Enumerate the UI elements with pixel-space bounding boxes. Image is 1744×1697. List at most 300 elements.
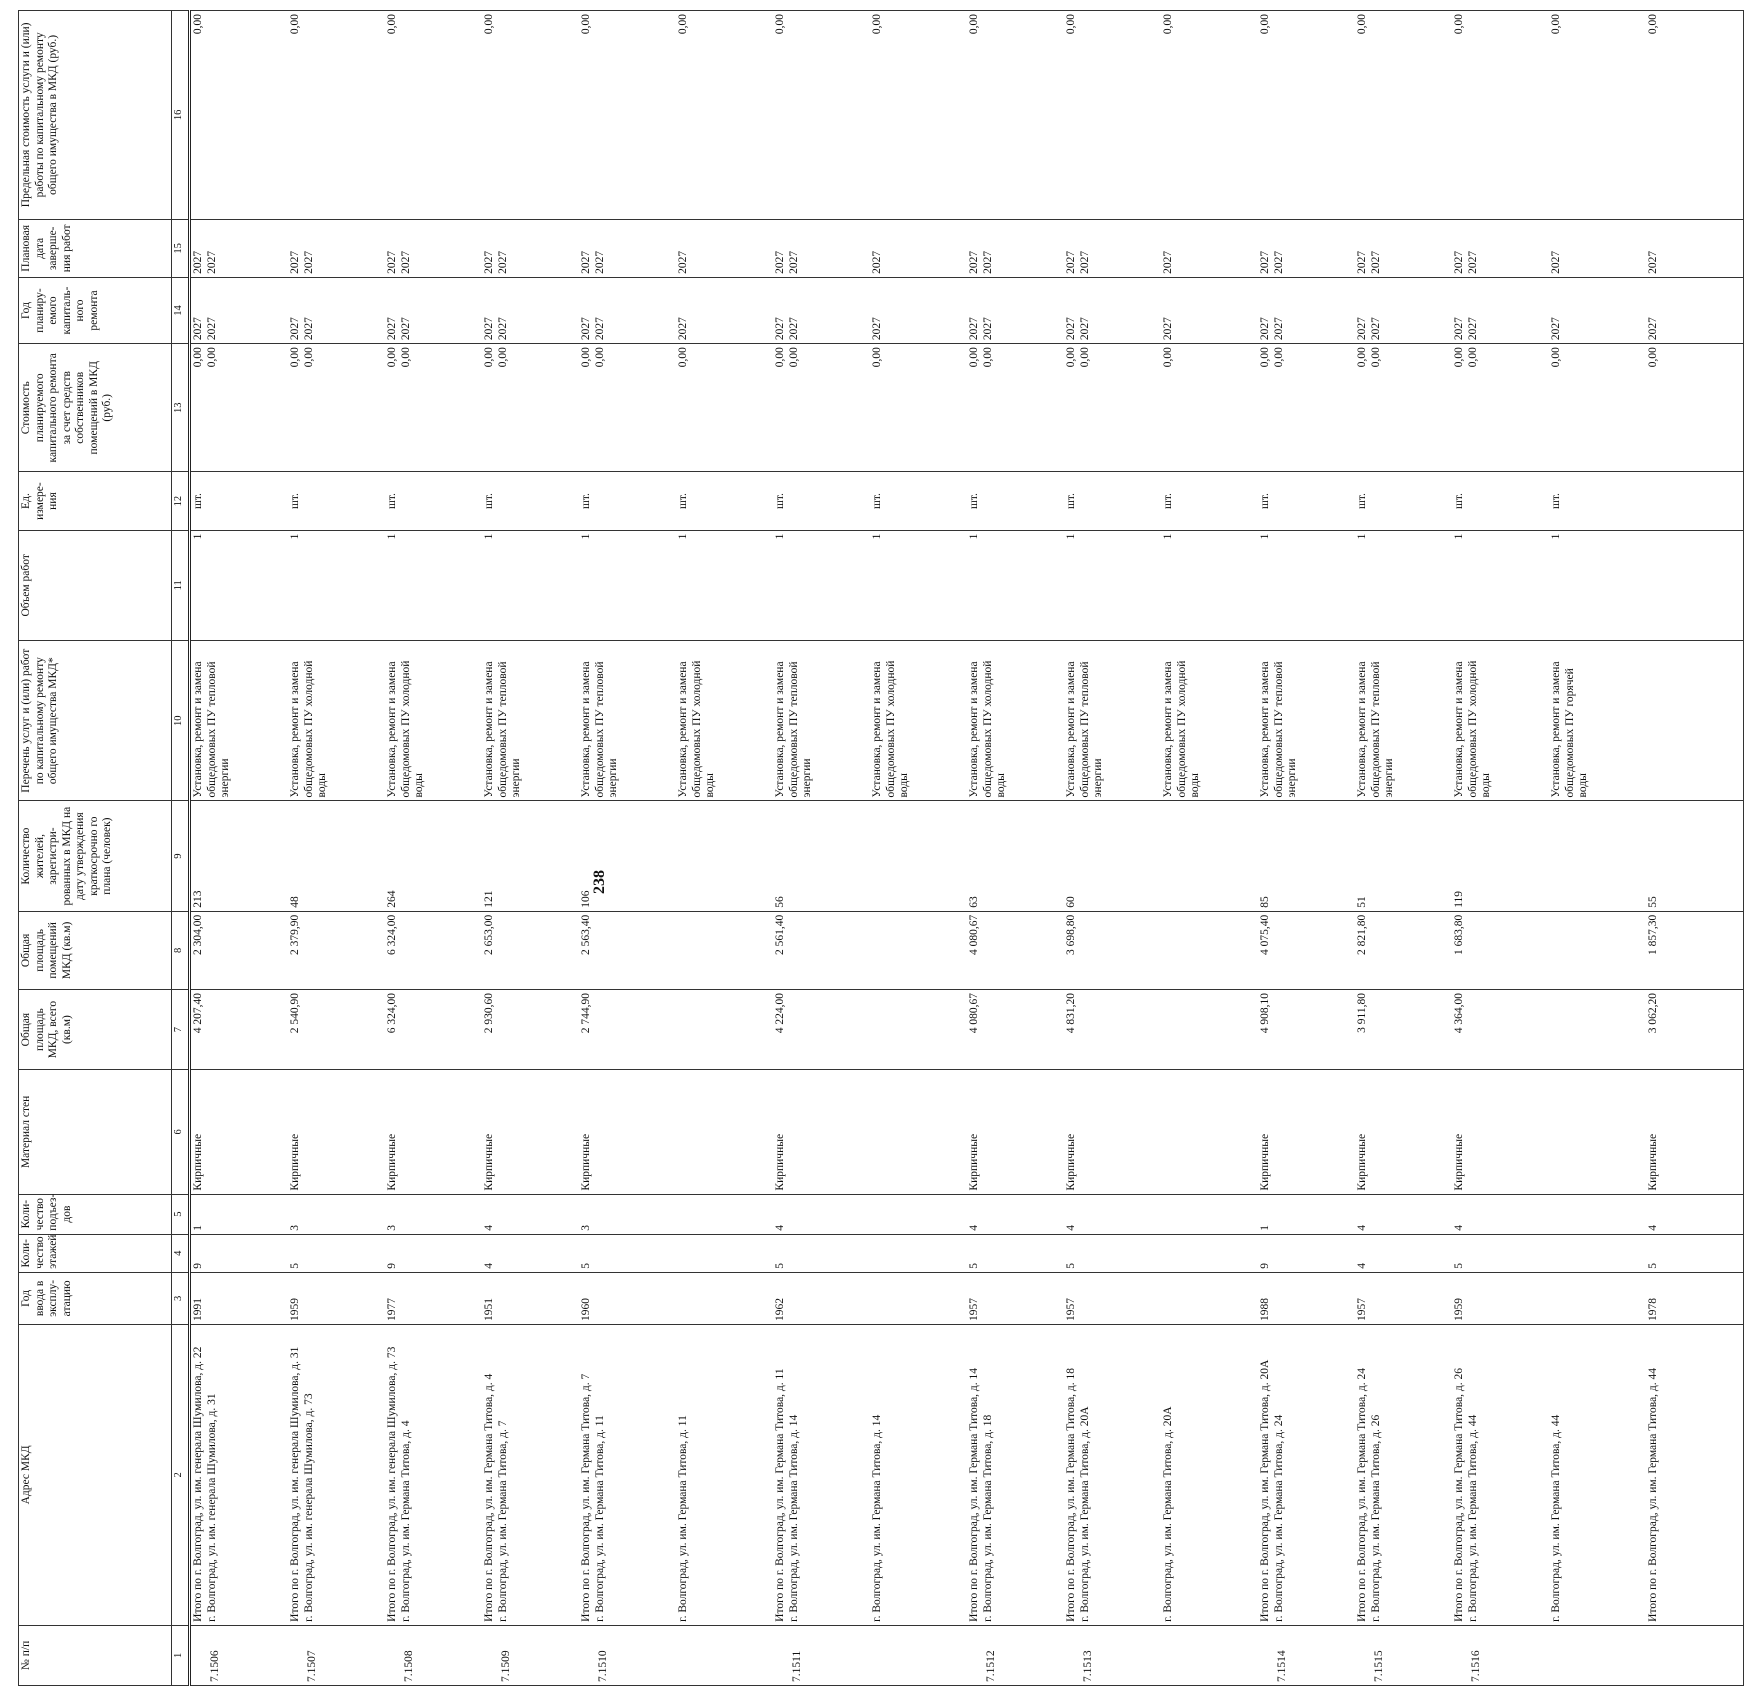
row-number: 7.1514 (1258, 1625, 1355, 1685)
area-total (1161, 989, 1258, 1069)
volume-cell (579, 530, 676, 640)
address-line: г. Волгоград, ул. им. Германа Титова, д. 14 (871, 1414, 883, 1622)
work-volume: 1 (677, 533, 689, 540)
floors-count: 5 (579, 1234, 676, 1272)
volume-cell (676, 530, 773, 640)
wall-material: Кирпичные (385, 1070, 482, 1194)
work-volume: 1 (1550, 533, 1562, 540)
residents-count (1549, 801, 1646, 911)
column-number: 5 (172, 1194, 190, 1234)
volume-cell (190, 530, 289, 640)
column-number: 13 (172, 344, 190, 472)
end-date-cell (482, 219, 579, 277)
repair-year: 2027 (302, 317, 315, 341)
volume-cell (967, 530, 1064, 640)
volume-cell (1452, 530, 1549, 640)
works-cell (1549, 640, 1646, 800)
area-total: 4 224,00 (773, 989, 870, 1069)
volume-cell (482, 530, 579, 640)
area-total: 3 062,20 (1646, 989, 1744, 1069)
column-number: 3 (172, 1272, 190, 1324)
area-premises: 4 080,67 (967, 911, 1064, 989)
floors-count: 4 (482, 1234, 579, 1272)
repair-year: 2027 (787, 317, 800, 341)
residents-count: 213 (190, 801, 289, 911)
area-premises: 2 379,90 (288, 911, 385, 989)
residents-count: 264 (385, 801, 482, 911)
address-cell (482, 1324, 579, 1625)
address-cell (190, 1324, 289, 1625)
year-built: 1957 (1064, 1272, 1161, 1324)
cost-value: 0,00 (386, 347, 398, 368)
floors-count: 4 (1355, 1234, 1452, 1272)
work-name: Установка, ремонт и замена общедомовых ПУ тепловой энергии (580, 661, 620, 798)
table-header (19, 11, 190, 1686)
wall-material (1549, 1070, 1646, 1194)
column-number: 9 (172, 801, 190, 911)
cost-cell (190, 344, 289, 472)
end-date: 2027 (1356, 250, 1368, 274)
end-date-cell (579, 219, 676, 277)
end-date: 2027 (1369, 250, 1382, 274)
page-number: 238 (591, 870, 608, 894)
end-date: 2027 (192, 250, 204, 274)
area-total (1549, 989, 1646, 1069)
end-date-cell (288, 219, 385, 277)
repair-year: 2027 (1162, 317, 1174, 341)
year-built: 1957 (967, 1272, 1064, 1324)
repair-year: 2027 (1550, 317, 1562, 341)
residents-count (676, 801, 773, 911)
address-line: г. Волгоград, ул. им. Германа Титова, д. 20А (1162, 1406, 1174, 1622)
area-total: 2 540,90 (288, 989, 385, 1069)
column-header: Материал стен (19, 1070, 172, 1194)
works-cell (1161, 640, 1258, 800)
cost-cell (870, 344, 967, 472)
work-name: Установка, ремонт и замена общедомовых ПУ тепловой энергии (192, 661, 232, 798)
limit-cost: 0,00 (1355, 11, 1452, 220)
floors-count: 5 (1064, 1234, 1161, 1272)
entrances-count: 4 (1064, 1194, 1161, 1234)
cost-cell (1355, 344, 1452, 472)
column-number: 1 (172, 1625, 190, 1685)
work-unit: шт. (1162, 493, 1174, 510)
table-row (1355, 11, 1452, 1686)
address-cell (579, 1324, 676, 1625)
table-row (1646, 11, 1744, 1686)
repair-year: 2027 (774, 317, 786, 341)
entrances-count: 4 (482, 1194, 579, 1234)
end-date-cell (967, 219, 1064, 277)
table-row (1452, 11, 1549, 1686)
end-date-cell (870, 219, 967, 277)
entrances-count (1161, 1194, 1258, 1234)
work-name: Установка, ремонт и замена общедомовых ПУ горячей воды (1550, 661, 1590, 798)
cost-value: 0,00 (399, 347, 412, 368)
cost-value: 0,00 (1259, 347, 1271, 368)
total-line: Итого по г. Волгоград, ул. им. Германа Титова, д. 11 (774, 1368, 786, 1622)
end-date-cell (1355, 219, 1452, 277)
column-header: Коли-чество подъез-дов (19, 1194, 172, 1234)
volume-cell (773, 530, 870, 640)
end-date: 2027 (1259, 250, 1271, 274)
cost-value: 0,00 (302, 347, 315, 368)
work-unit: шт. (1259, 493, 1271, 510)
limit-cost: 0,00 (1452, 11, 1549, 220)
cost-cell (1452, 344, 1549, 472)
cost-value: 0,00 (787, 347, 800, 368)
column-number: 14 (172, 277, 190, 343)
area-total: 3 911,80 (1355, 989, 1452, 1069)
cost-cell (1161, 344, 1258, 472)
column-header: Год планиру-емого капиталь-ного ремонта (19, 277, 172, 343)
end-date: 2027 (399, 250, 412, 274)
address-cell (1549, 1324, 1646, 1625)
residents-count: 106 (579, 801, 676, 911)
address-cell (1452, 1324, 1549, 1625)
work-name: Установка, ремонт и замена общедомовых ПУ холодной воды (1162, 660, 1202, 798)
entrances-count: 1 (190, 1194, 289, 1234)
address-line: г. Волгоград, ул. им. Германа Титова, д. 14 (787, 1414, 800, 1622)
table-row (870, 11, 967, 1686)
area-premises (870, 911, 967, 989)
work-unit: шт. (1550, 493, 1562, 510)
repair-year: 2027 (496, 317, 509, 341)
floors-count: 9 (385, 1234, 482, 1272)
work-volume: 1 (1453, 533, 1465, 540)
volume-cell (385, 530, 482, 640)
year-built: 1951 (482, 1272, 579, 1324)
works-cell (385, 640, 482, 800)
cost-value: 0,00 (1065, 347, 1077, 368)
address-cell (1258, 1324, 1355, 1625)
cost-value: 0,00 (289, 347, 301, 368)
work-unit: шт. (1453, 493, 1465, 510)
end-date: 2027 (580, 250, 592, 274)
limit-cost: 0,00 (579, 11, 676, 220)
column-number: 10 (172, 640, 190, 800)
end-date-cell (385, 219, 482, 277)
table-row (1064, 11, 1161, 1686)
floors-count (1161, 1234, 1258, 1272)
limit-cost: 0,00 (1161, 11, 1258, 220)
area-premises: 2 561,40 (773, 911, 870, 989)
floors-count: 5 (1452, 1234, 1549, 1272)
end-date: 2027 (302, 250, 315, 274)
work-name: Установка, ремонт и замена общедомовых ПУ холодной воды (968, 660, 1008, 798)
row-number: 7.1515 (1355, 1625, 1452, 1685)
repair-year: 2027 (1078, 317, 1091, 341)
repair-year-cell (773, 277, 870, 343)
work-unit: шт. (580, 493, 592, 510)
work-volume: 1 (289, 533, 301, 540)
cost-value: 0,00 (1078, 347, 1091, 368)
wall-material: Кирпичные (1646, 1070, 1744, 1194)
address-line: г. Волгоград, ул. им. Германа Титова, д. 44 (1550, 1414, 1562, 1622)
cost-value: 0,00 (580, 347, 592, 368)
floors-count (676, 1234, 773, 1272)
address-line: г. Волгоград, ул. им. Германа Титова, д. 4 (399, 1420, 412, 1622)
cost-value: 0,00 (677, 347, 689, 368)
address-cell (1161, 1324, 1258, 1625)
repair-year-cell (288, 277, 385, 343)
work-volume: 1 (774, 533, 786, 540)
column-header: Количество жителей, зарегистри-рованных в МКД на дату утверждения краткосрочно го плана (человек) (19, 801, 172, 911)
repair-year: 2027 (399, 317, 412, 341)
address-cell (967, 1324, 1064, 1625)
floors-count (1549, 1234, 1646, 1272)
area-total (676, 989, 773, 1069)
table-row (676, 11, 773, 1686)
end-date: 2027 (787, 250, 800, 274)
column-header: Коли-чество этажей (19, 1234, 172, 1272)
table-row (288, 11, 385, 1686)
area-premises: 2 563,40 (579, 911, 676, 989)
area-premises: 4 075,40 (1258, 911, 1355, 989)
limit-cost: 0,00 (482, 11, 579, 220)
works-cell (1646, 640, 1744, 800)
residents-count: 55 (1646, 801, 1744, 911)
row-number (676, 1625, 773, 1685)
repair-year-cell (676, 277, 773, 343)
table-row (1549, 11, 1646, 1686)
column-header: Стоимость планируемого капитального ремонта за счет средств собственников помещений в МКД (руб.) (19, 344, 172, 472)
column-header: № п/п (19, 1625, 172, 1685)
address-line: г. Волгоград, ул. им. Германа Титова, д. 11 (677, 1415, 689, 1622)
limit-cost: 0,00 (676, 11, 773, 220)
table-row (190, 11, 289, 1686)
works-cell (1355, 640, 1452, 800)
area-total (870, 989, 967, 1069)
wall-material: Кирпичные (967, 1070, 1064, 1194)
column-numbers (172, 11, 190, 1686)
total-line: Итого по г. Волгоград, ул. им. Германа Титова, д. 26 (1453, 1367, 1465, 1622)
cost-cell (773, 344, 870, 472)
unit-cell (1646, 472, 1744, 530)
total-line: Итого по г. Волгоград, ул. им. генерала Шумилова, д. 22 (192, 1346, 204, 1622)
year-built: 1977 (385, 1272, 482, 1324)
address-line: г. Волгоград, ул. им. Германа Титова, д. 44 (1466, 1414, 1479, 1622)
repair-year-cell (1064, 277, 1161, 343)
wall-material: Кирпичные (579, 1070, 676, 1194)
work-unit: шт. (871, 493, 883, 510)
end-date: 2027 (386, 250, 398, 274)
end-date-cell (1646, 219, 1744, 277)
repair-year-cell (1646, 277, 1744, 343)
area-total: 4 207,40 (190, 989, 289, 1069)
column-headers (19, 11, 172, 1686)
table-row (482, 11, 579, 1686)
cost-value: 0,00 (774, 347, 786, 368)
entrances-count: 4 (1646, 1194, 1744, 1234)
work-unit: шт. (774, 493, 786, 510)
address-cell (385, 1324, 482, 1625)
row-number: 7.1509 (482, 1625, 579, 1685)
unit-cell (482, 472, 579, 530)
repair-year: 2027 (1453, 317, 1465, 341)
unit-cell (967, 472, 1064, 530)
works-cell (288, 640, 385, 800)
address-cell (1355, 1324, 1452, 1625)
column-number: 11 (172, 530, 190, 640)
address-line: г. Волгоград, ул. им. Германа Титова, д. 7 (496, 1420, 509, 1622)
floors-count: 5 (967, 1234, 1064, 1272)
address-line: г. Волгоград, ул. им. Германа Титова, д. 20А (1078, 1406, 1091, 1622)
work-unit: шт. (968, 493, 980, 510)
area-premises (676, 911, 773, 989)
year-built: 1960 (579, 1272, 676, 1324)
repair-year: 2027 (1369, 317, 1382, 341)
floors-count: 5 (288, 1234, 385, 1272)
row-number: 7.1508 (385, 1625, 482, 1685)
total-line: Итого по г. Волгоград, ул. им. Германа Титова, д. 20А (1259, 1359, 1271, 1622)
repair-year-cell (482, 277, 579, 343)
cost-value: 0,00 (1453, 347, 1465, 368)
address-line: г. Волгоград, ул. им. Германа Титова, д. 18 (981, 1414, 994, 1622)
floors-count: 5 (773, 1234, 870, 1272)
repair-year: 2027 (677, 317, 689, 341)
cost-cell (288, 344, 385, 472)
entrances-count: 3 (385, 1194, 482, 1234)
floors-count: 9 (1258, 1234, 1355, 1272)
area-premises: 6 324,00 (385, 911, 482, 989)
work-unit: шт. (386, 493, 398, 510)
repair-year: 2027 (192, 317, 204, 341)
cost-value: 0,00 (496, 347, 509, 368)
wall-material: Кирпичные (1452, 1070, 1549, 1194)
unit-cell (1161, 472, 1258, 530)
column-number: 8 (172, 911, 190, 989)
cost-value: 0,00 (1272, 347, 1285, 368)
end-date: 2027 (968, 250, 980, 274)
total-line: Итого по г. Волгоград, ул. им. Германа Титова, д. 14 (968, 1367, 980, 1622)
wall-material (676, 1070, 773, 1194)
end-date: 2027 (1550, 250, 1562, 274)
limit-cost: 0,00 (1064, 11, 1161, 220)
repair-year-cell (1549, 277, 1646, 343)
residents-count: 121 (482, 801, 579, 911)
work-volume: 1 (1065, 533, 1077, 540)
entrances-count: 4 (1452, 1194, 1549, 1234)
column-number: 6 (172, 1070, 190, 1194)
area-total: 2 930,60 (482, 989, 579, 1069)
unit-cell (288, 472, 385, 530)
repair-year: 2027 (483, 317, 495, 341)
address-line: г. Волгоград, ул. им. Германа Титова, д. 26 (1369, 1414, 1382, 1622)
end-date: 2027 (1162, 250, 1174, 274)
end-date-cell (1549, 219, 1646, 277)
unit-cell (385, 472, 482, 530)
end-date: 2027 (205, 250, 218, 274)
work-volume: 1 (192, 533, 204, 540)
cost-value: 0,00 (968, 347, 980, 368)
area-total: 2 744,90 (579, 989, 676, 1069)
works-cell (870, 640, 967, 800)
row-number (1646, 1625, 1744, 1685)
area-total: 6 324,00 (385, 989, 482, 1069)
repair-year: 2027 (580, 317, 592, 341)
repair-year-cell (190, 277, 289, 343)
column-header: Плановая дата заверше-ния работ (19, 219, 172, 277)
work-volume: 1 (871, 533, 883, 540)
works-cell (1064, 640, 1161, 800)
wall-material (1161, 1070, 1258, 1194)
volume-cell (1258, 530, 1355, 640)
limit-cost: 0,00 (773, 11, 870, 220)
repair-year: 2027 (1466, 317, 1479, 341)
repair-year: 2027 (205, 317, 218, 341)
work-volume: 1 (386, 533, 398, 540)
wall-material: Кирпичные (190, 1070, 289, 1194)
volume-cell (1549, 530, 1646, 640)
cost-cell (1549, 344, 1646, 472)
floors-count: 9 (190, 1234, 289, 1272)
cost-cell (1064, 344, 1161, 472)
limit-cost: 0,00 (1646, 11, 1744, 220)
cost-value: 0,00 (981, 347, 994, 368)
total-line: Итого по г. Волгоград, ул. им. Германа Титова, д. 24 (1356, 1367, 1368, 1622)
cost-value: 0,00 (192, 347, 204, 368)
end-date-cell (1452, 219, 1549, 277)
unit-cell (1064, 472, 1161, 530)
repair-year: 2027 (871, 317, 883, 341)
repair-year-cell (1452, 277, 1549, 343)
limit-cost: 0,00 (288, 11, 385, 220)
cost-value: 0,00 (483, 347, 495, 368)
works-cell (676, 640, 773, 800)
area-premises: 1 857,30 (1646, 911, 1744, 989)
total-line: Итого по г. Волгоград, ул. им. генерала Шумилова, д. 73 (386, 1346, 398, 1622)
year-built: 1978 (1646, 1272, 1744, 1324)
total-line: Итого по г. Волгоград, ул. им. генерала Шумилова, д. 31 (289, 1346, 301, 1622)
limit-cost: 0,00 (870, 11, 967, 220)
residents-count (1161, 801, 1258, 911)
repair-year: 2027 (593, 317, 606, 341)
repair-year-cell (1258, 277, 1355, 343)
floors-count (870, 1234, 967, 1272)
work-name: Установка, ремонт и замена общедомовых ПУ тепловой энергии (774, 661, 814, 798)
work-name: Установка, ремонт и замена общедомовых ПУ холодной воды (677, 660, 717, 798)
column-header: Ед. измере-ния (19, 472, 172, 530)
end-date: 2027 (496, 250, 509, 274)
area-premises: 3 698,80 (1064, 911, 1161, 989)
row-number (1549, 1625, 1646, 1685)
volume-cell (1161, 530, 1258, 640)
landscape-table-frame (18, 10, 1659, 1686)
column-number: 2 (172, 1324, 190, 1625)
cost-cell (482, 344, 579, 472)
row-number: 7.1510 (579, 1625, 676, 1685)
area-premises: 1 683,80 (1452, 911, 1549, 989)
repair-year: 2027 (1356, 317, 1368, 341)
row-number: 7.1516 (1452, 1625, 1549, 1685)
row-number: 7.1513 (1064, 1625, 1161, 1685)
address-cell (288, 1324, 385, 1625)
area-total: 4 831,20 (1064, 989, 1161, 1069)
table-row (1161, 11, 1258, 1686)
address-cell (1064, 1324, 1161, 1625)
year-built: 1959 (1452, 1272, 1549, 1324)
repair-year: 2027 (968, 317, 980, 341)
address-cell (676, 1324, 773, 1625)
end-date: 2027 (1272, 250, 1285, 274)
repair-year-cell (870, 277, 967, 343)
table-row (773, 11, 870, 1686)
wall-material: Кирпичные (773, 1070, 870, 1194)
column-number: 15 (172, 219, 190, 277)
work-unit: шт. (192, 493, 204, 510)
unit-cell (676, 472, 773, 530)
